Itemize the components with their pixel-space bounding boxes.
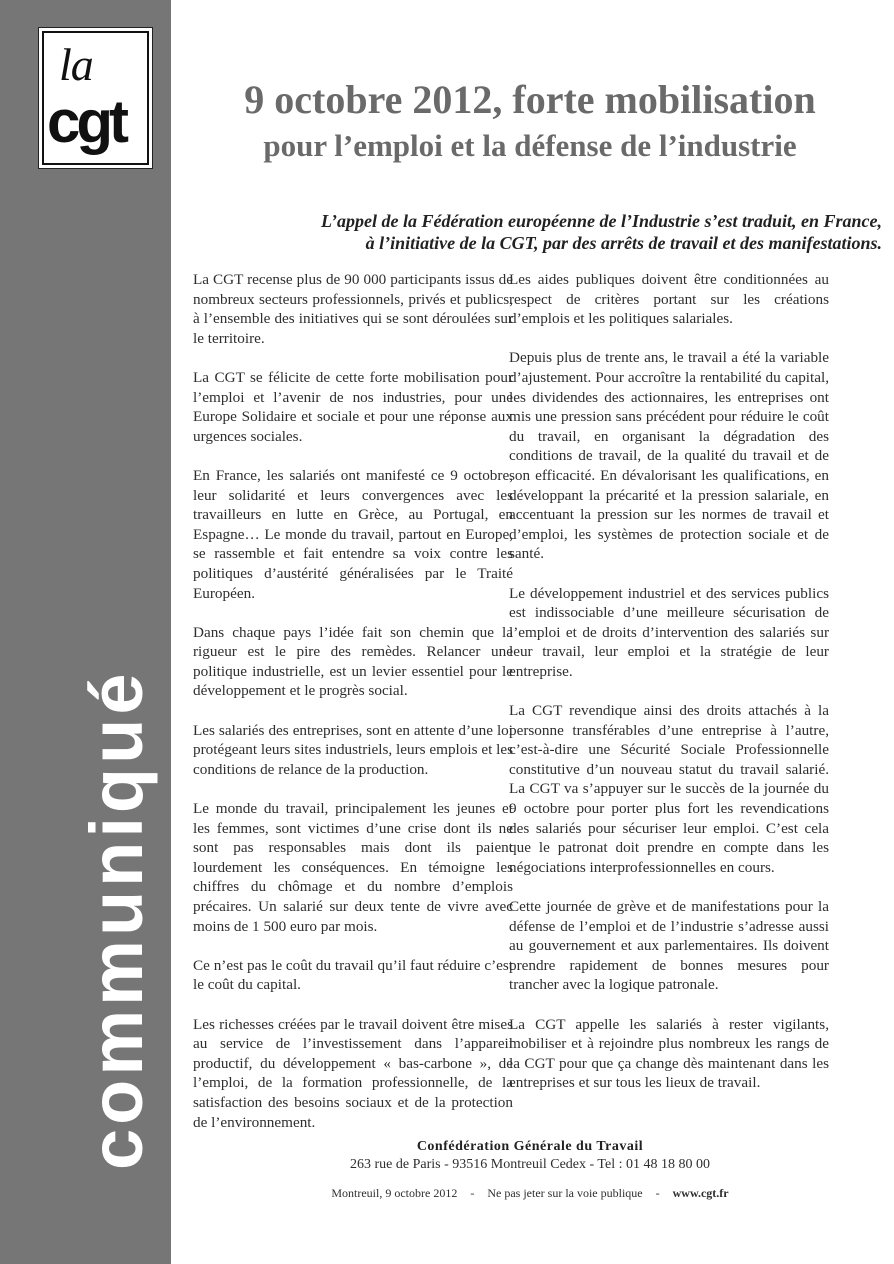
logo-cgt-text: cgt (47, 88, 125, 155)
footer-notice: Ne pas jeter sur la voie publique (487, 1186, 643, 1200)
left-column (193, 270, 513, 1152)
page-subtitle: pour l’emploi et la défense de l’industrie (263, 128, 797, 163)
right-paragraph: Cette journée de grève et de manifestations pour la défense de l’emploi et de l’industrie s’adresse aussi au gouvernement et aux parlementaires. Ils doivent prendre rapidement de bonnes mesures pour trancher avec la logique patronale. (509, 898, 829, 994)
right-column (509, 270, 829, 1113)
logo-la-text: la (59, 39, 93, 90)
right-paragraph: Le développement industriel et des services publics est indissociable d’une meilleure sécurisation de l’emploi et de droits d’intervention des salariés sur leur travail, leur emploi et la stratégie de leur entreprise. (509, 584, 829, 680)
footer-separator: - (470, 1186, 475, 1200)
intro-line-1: L’appel de la Fédération européenne de l’Industrie s’est traduit, en France, (321, 211, 882, 231)
left-paragraph: Les salariés des entreprises, sont en attente d’une loi protégeant leurs sites industriels, leurs emplois et les conditions de relance de la production. (193, 721, 513, 778)
cgt-logo (38, 27, 153, 169)
right-paragraph: Les aides publiques doivent être conditionnées au respect de critères portant sur les créations d’emplois et les politiques salariales. (509, 271, 829, 328)
footer-info-line (180, 1186, 880, 1201)
right-paragraph: Depuis plus de trente ans, le travail a été la variable d’ajustement. Pour accroître la rentabilité du capital, les dividendes des actionnaires, les entreprises ont mis une pression sans précédent pour réduire le coût du travail, en organisant la dégradation des conditions de travail, de la qualité du travail et de son efficacité. En dévalorisant les qualifications, en développant la précarité et la pression salariale, en accentuant la pression sur les normes de travail et d’emploi, les systèmes de protection sociale et de santé. (509, 349, 829, 563)
page-title: 9 octobre 2012, forte mobilisation (244, 77, 816, 122)
left-paragraph: Ce n’est pas le coût du travail qu’il faut réduire c’est le coût du capital. (193, 956, 513, 994)
footer-website-link[interactable]: www.cgt.fr (672, 1186, 729, 1200)
left-paragraph: Dans chaque pays l’idée fait son chemin que la rigueur est le pire des remèdes. Relancer une politique industrielle, est un levier essentiel pour le développement et le progrès social. (193, 623, 513, 700)
intro-paragraph (190, 210, 882, 254)
right-paragraph: La CGT revendique ainsi des droits attachés à la personne transférables d’une entreprise à l’autre, c’est-à-dire une Sécurité Sociale Professionnelle constitutive d’un nouveau statut du travail salarié. La CGT va s’appuyer sur le succès de la journée du 9 octobre pour porter plus fort les revendications des salariés pour sécuriser leur emploi. C’est cela que le patronat doit prendre en compte dans les négociations interprofessionnelles en cours. (509, 702, 829, 876)
footer-separator: - (655, 1186, 660, 1200)
right-paragraph: La CGT appelle les salariés à rester vigilants, mobiliser et à rejoindre plus nombreux les rangs de la CGT pour que ça change dès maintenant dans les entreprises et sur tous les lieux de travail. (509, 1015, 829, 1092)
sidebar-band (0, 0, 171, 1264)
left-paragraph: La CGT se félicite de cette forte mobilisation pour l’emploi et l’avenir de nos industries, pour une Europe Solidaire et sociale et pour une réponse aux urgences sociales. (193, 368, 513, 445)
left-paragraph: Le monde du travail, principalement les jeunes et les femmes, sont victimes d’une crise dont ils ne sont pas responsables mais dont ils paient lourdement les conséquences. En témoigne les chiffres du chômage et du nombre d’emplois précaires. Un salarié sur deux tente de vivre avec moins de 1 500 euro par mois. (193, 800, 513, 935)
footer-place-date: Montreuil, 9 octobre 2012 (331, 1186, 458, 1200)
intro-line-2: à l’initiative de la CGT, par des arrêts de travail et des manifestations. (365, 233, 882, 253)
footer-organization: Confédération Générale du Travail (416, 1139, 644, 1154)
left-paragraph: Les richesses créées par le travail doivent être mises au service de l’investissement dans l’appareil productif, du développement « bas-carbone », de l’emploi, de la formation professionnelle, de la satisfaction des besoins sociaux et de la protection de l’environnement. (193, 1015, 513, 1131)
footer-address: 263 rue de Paris - 93516 Montreuil Cedex - Tel : 01 48 18 80 00 (350, 1157, 710, 1172)
left-paragraph: En France, les salariés ont manifesté ce 9 octobre, leur solidarité et leurs convergences avec les travailleurs en lutte en Grèce, au Portugal, en Espagne… Le monde du travail, partout en Europe, se rassemble et fait entendre sa voix contre les politiques d’austérité généralisées par le Traité Européen. (193, 466, 513, 602)
left-paragraph: La CGT recense plus de 90 000 participants issus de nombreux secteurs professionnels, privés et publics, à l’ensemble des initiatives qui se sont déroulées sur le territoire. (193, 271, 513, 347)
communique-vertical-label: communiqué (75, 669, 158, 1170)
